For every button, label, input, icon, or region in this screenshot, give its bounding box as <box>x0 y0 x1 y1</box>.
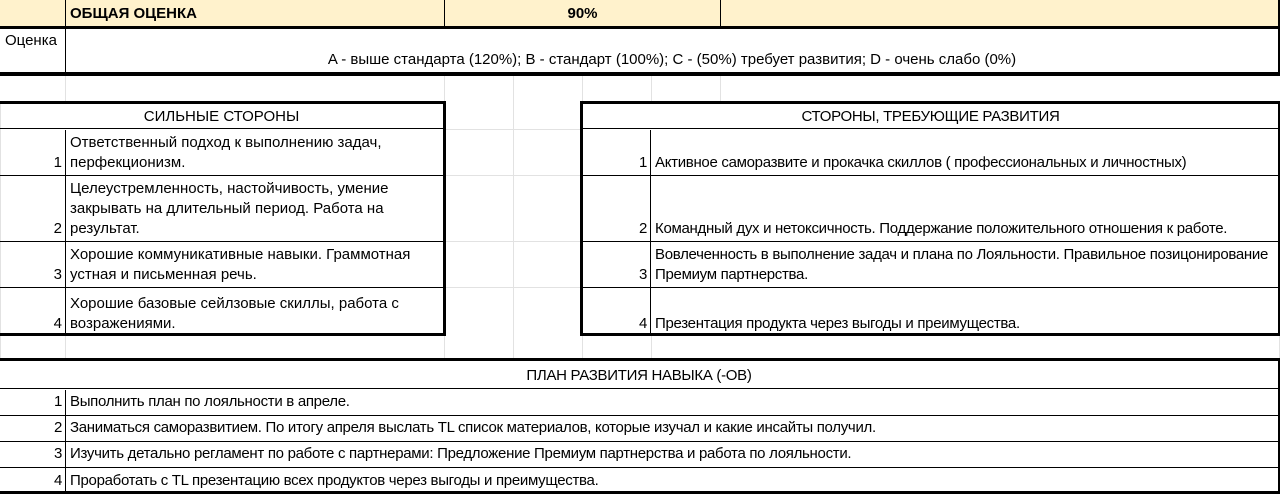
row-number: 4 <box>583 288 651 336</box>
development-row[interactable] <box>583 176 1278 242</box>
strengths-row[interactable] <box>0 130 443 176</box>
plan-row[interactable] <box>0 468 1278 494</box>
row-number: 2 <box>0 416 66 441</box>
row-number: 1 <box>583 130 651 175</box>
development-row[interactable] <box>583 288 1278 336</box>
plan-text: Проработать с TL презентацию всех продуктов через выгоды и преимущества. <box>70 472 599 489</box>
overall-score-row <box>0 0 1280 29</box>
plan-row[interactable] <box>0 390 1278 416</box>
gridline <box>65 334 66 360</box>
gridline <box>446 175 580 176</box>
rating-scale-row <box>0 29 1280 76</box>
strengths-row[interactable] <box>0 242 443 288</box>
row-number: 3 <box>583 242 651 287</box>
development-areas-title[interactable]: СТОРОНЫ, ТРЕБУЮЩИЕ РАЗВИТИЯ <box>583 104 1278 129</box>
row-number: 2 <box>0 176 66 241</box>
strength-text: Хорошие коммуникативные навыки. Граммотная устная и письменная речь. <box>70 246 411 283</box>
development-text: Командный дух и нетоксичность. Поддержание положительного отношения к работе. <box>655 220 1228 237</box>
development-text: Вовлеченность в выполнение задач и плана по Лояльности. Правильное позицонирование Премиум партнерства. <box>655 246 1269 283</box>
strength-text: Целеустремленность, настойчивость, умение закрывать на длительный период. Работа на результат. <box>70 180 389 237</box>
gridline <box>582 334 583 360</box>
gridline <box>720 76 721 102</box>
strengths-table <box>0 101 446 336</box>
plan-row[interactable] <box>0 416 1278 442</box>
gridline <box>446 241 580 242</box>
row-number: 3 <box>0 242 66 287</box>
rating-label[interactable]: Оценка <box>0 29 66 72</box>
development-text: Презентация продукта через выгоды и преимущества. <box>655 315 1020 332</box>
development-plan-table <box>0 358 1280 494</box>
development-row[interactable] <box>583 130 1278 176</box>
plan-text: Выполнить план по лояльности в апреле. <box>70 393 350 410</box>
rating-scale-text[interactable]: A - выше стандарта (120%); B - стандарт (100%); C - (50%) требует развития; D - очень слабо (0%) <box>327 51 1017 68</box>
gridline <box>651 76 652 102</box>
plan-row[interactable] <box>0 442 1278 468</box>
row-number: 3 <box>0 442 66 467</box>
row-number: 1 <box>0 130 66 175</box>
development-row[interactable] <box>583 242 1278 288</box>
strengths-row[interactable] <box>0 288 443 336</box>
development-text: Активное саморазвите и прокачка скиллов ( профессиональных и личностных) <box>655 154 1187 171</box>
strengths-row[interactable] <box>0 176 443 242</box>
strengths-title[interactable]: СИЛЬНЫЕ СТОРОНЫ <box>0 104 443 129</box>
development-areas-table <box>580 101 1280 336</box>
plan-text: Изучить детально регламент по работе с партнерами: Предложение Премиум партнерства и работа по лояльности. <box>70 445 852 462</box>
row-number: 4 <box>0 288 66 336</box>
gridline <box>444 334 445 360</box>
row-number: 4 <box>0 468 66 494</box>
development-plan-title[interactable]: ПЛАН РАЗВИТИЯ НАВЫКА (-ОВ) <box>0 361 1278 389</box>
gridline <box>444 76 445 102</box>
overall-score-value[interactable]: 90% <box>445 0 721 26</box>
gridline <box>446 129 580 130</box>
plan-text: Заниматься саморазвитием. По итогу апреля выслать TL список материалов, которые изучал и какие инсайты получил. <box>70 419 876 436</box>
row-number: 2 <box>583 176 651 241</box>
header-empty-cell[interactable] <box>0 0 66 26</box>
strength-text: Ответственный подход к выполнению задач, перфекционизм. <box>70 134 382 171</box>
gridline <box>513 76 514 360</box>
gridline <box>446 287 580 288</box>
row-number: 1 <box>0 390 66 415</box>
gridline <box>651 334 652 360</box>
gridline <box>65 76 66 102</box>
overall-score-label[interactable]: ОБЩАЯ ОЦЕНКА <box>66 0 445 26</box>
strength-text: Хорошие базовые сейлзовые скиллы, работа с возражениями. <box>70 295 399 332</box>
header-empty-cell[interactable] <box>721 0 1280 26</box>
gridline <box>582 76 583 102</box>
